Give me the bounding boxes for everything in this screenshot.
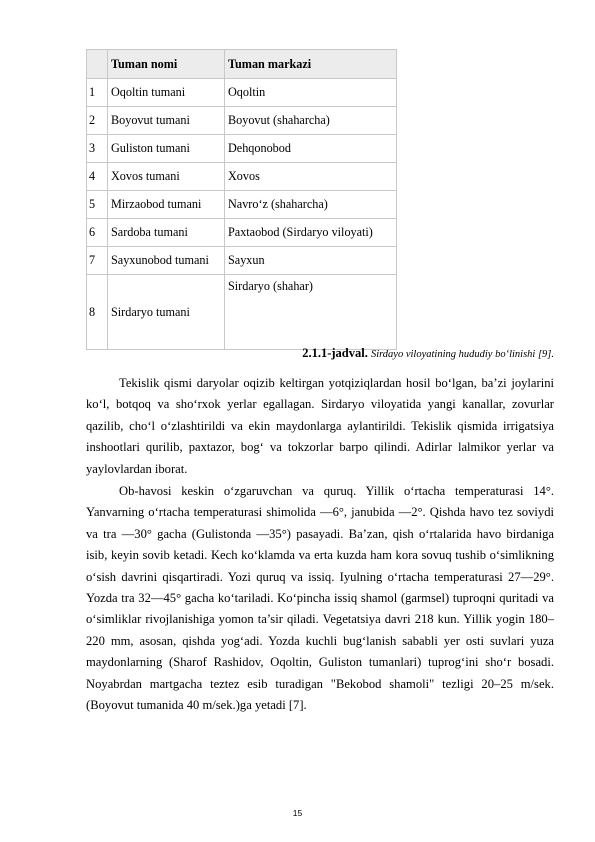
caption-text: Sirdayo viloyatining hududiy bo‘linishi [9].	[370, 349, 554, 360]
district-name: Sayxunobod tumani	[108, 247, 225, 275]
table-caption	[302, 346, 554, 361]
page-number: 15	[292, 808, 303, 818]
row-number: 3	[87, 135, 108, 163]
district-center: Navro‘z (shaharcha)	[225, 191, 397, 219]
table-header-row	[87, 50, 397, 79]
district-center: Oqoltin	[225, 79, 397, 107]
table-row	[87, 275, 397, 350]
row-number: 8	[87, 275, 108, 350]
table-row	[87, 135, 397, 163]
district-center: Paxtaobod (Sirdaryo viloyati)	[225, 219, 397, 247]
district-name: Boyovut tumani	[108, 107, 225, 135]
district-center: Boyovut (shaharcha)	[225, 107, 397, 135]
district-name: Sirdaryo tumani	[108, 275, 225, 350]
table-row	[87, 107, 397, 135]
district-center: Xovos	[225, 163, 397, 191]
row-number: 1	[87, 79, 108, 107]
district-center: Sayxun	[225, 247, 397, 275]
header-tuman-nomi: Tuman nomi	[108, 50, 225, 79]
table-row	[87, 79, 397, 107]
row-number: 6	[87, 219, 108, 247]
header-number	[87, 50, 108, 79]
body-paragraph: Tekislik qismi daryolar oqizib keltirgan yotqiziqlardan hosil bo‘lgan, ba’zi joylarini ko‘l, botqoq va sho‘rxok yerlar egallagan. Sirdaryo viloyatida yangi kanallar, zovurlar qazilib, cho‘l o‘zlashtirildi va ekin maydonlarga aylantirildi. Tekislik qismida irrigatsiya inshootlari qurilib, paxtazor, bog‘ va tokzorlar barpo qilindi. Adirlar lalmikor yerlar va yaylovlardan iborat.	[86, 376, 554, 476]
row-number: 2	[87, 107, 108, 135]
table-row	[87, 163, 397, 191]
row-number: 5	[87, 191, 108, 219]
district-name: Guliston tumani	[108, 135, 225, 163]
district-center: Dehqonobod	[225, 135, 397, 163]
district-name: Sardoba tumani	[108, 219, 225, 247]
district-name: Oqoltin tumani	[108, 79, 225, 107]
body-paragraph: Ob-havosi keskin o‘zgaruvchan va quruq. Yillik o‘rtacha temperaturasi 14°. Yanvarning o‘rtacha temperaturasi shimolida —6°, janubida —2°. Qishda havo tez soviydi va tra —30° gacha (Gulistonda —35°) pasayadi. Ba’zan, qish o‘rtalarida havo birdaniga isib, keyin sovib ketadi. Kech ko‘klamda va erta kuzda ham kora sovuq tushib o‘simlikning o‘sish davrini qisqartiradi. Yozi quruq va issiq. Iyulning o‘rtacha temperaturasi 27—29°. Yozda tra 32—45° gacha ko‘tariladi. Ko‘pincha issiq shamol (garmsel) tuproqni quritadi va o‘simliklar rivojlanishiga yomon ta’sir qiladi. Vegetatsiya davri 218 kun. Yillik yogin 180–220 mm, asosan, qishda yog‘adi. Yozda kuchli bug‘lanish sababli yer osti suvlari yuza maydonlarning (Sharof Rashidov, Oqoltin, Guliston tumanlari) tuprog‘ini sho‘r bosadi. Noyabrdan martgacha teztez esib turadigan "Bekobod shamoli" tezligi 20–25 m/sek. (Boyovut tumanida 40 m/sek.)ga yetadi [7].	[86, 484, 554, 713]
table-row	[87, 191, 397, 219]
row-number: 7	[87, 247, 108, 275]
table-row	[87, 219, 397, 247]
header-tuman-markazi: Tuman markazi	[225, 50, 397, 79]
districts-table	[86, 49, 397, 350]
district-name: Xovos tumani	[108, 163, 225, 191]
district-name: Mirzaobod tumani	[108, 191, 225, 219]
caption-label: 2.1.1-jadval.	[302, 346, 368, 360]
table-row	[87, 247, 397, 275]
district-center: Sirdaryo (shahar)	[225, 275, 397, 350]
row-number: 4	[87, 163, 108, 191]
